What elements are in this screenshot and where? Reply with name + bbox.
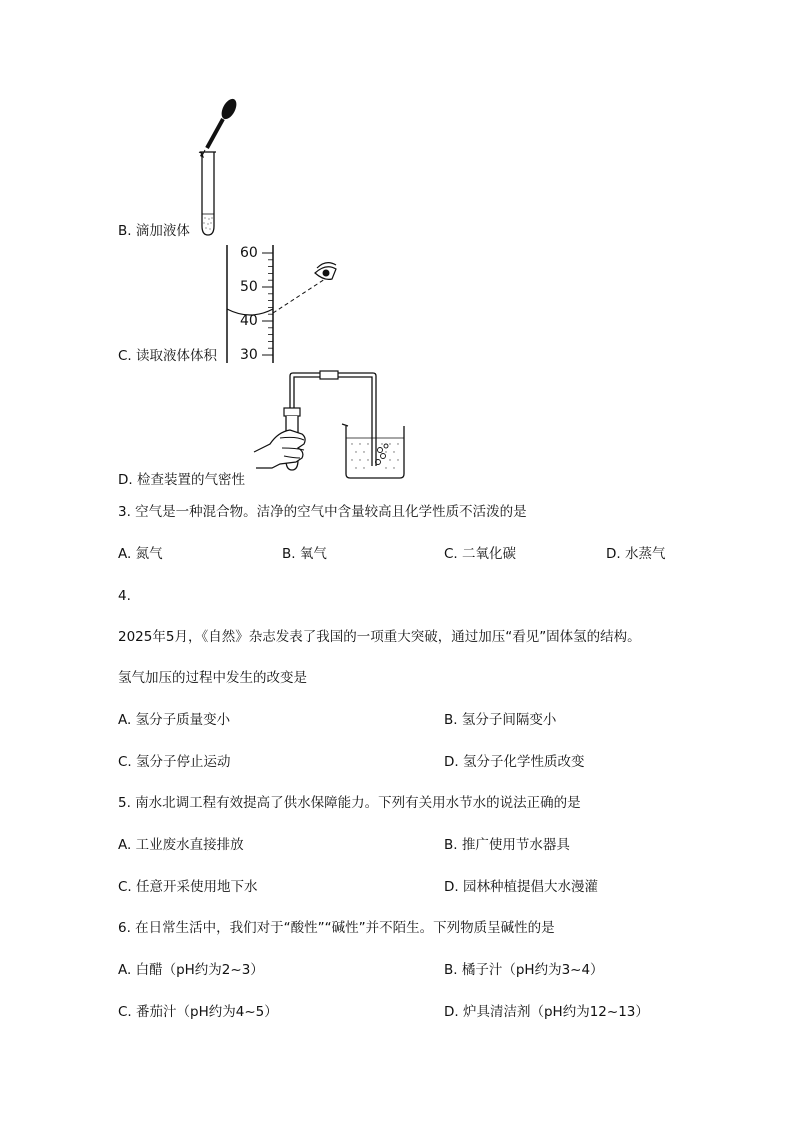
q4-option-b: B. 氢分子间隔变小 [444, 712, 557, 728]
cylinder-tick-60: 60 [240, 245, 258, 261]
q6-option-b: B. 橘子汁（pH约为3~4） [444, 962, 604, 978]
q4-option-d: D. 氢分子化学性质改变 [444, 754, 585, 770]
q4-option-a: A. 氢分子质量变小 [118, 712, 231, 728]
cylinder-tick-50: 50 [240, 279, 258, 295]
q6-option-c: C. 番茄汁（pH约为4~5） [118, 1004, 278, 1020]
q5-stem: 5. 南水北调工程有效提高了供水保障能力。下列有关用水节水的说法正确的是 [118, 795, 581, 811]
cylinder-tick-40: 40 [240, 313, 258, 329]
q3-option-d: D. 水蒸气 [606, 546, 666, 562]
q3-option-b: B. 氧气 [282, 546, 327, 562]
q5-option-d: D. 园林种植提倡大水漫灌 [444, 879, 598, 895]
q4-option-c: C. 氢分子停止运动 [118, 754, 231, 770]
q5-option-b: B. 推广使用节水器具 [444, 837, 570, 853]
q4-stem-line-1: 2025年5月，《自然》杂志发表了我国的一项重大突破，通过加压“看见”固体氢的结构。 [118, 629, 641, 645]
q6-option-d: D. 炉具清洁剂（pH约为12~13） [444, 1004, 649, 1020]
option-c-label: C. 读取液体体积 [118, 348, 218, 364]
dropper-test-tube-figure [190, 96, 250, 241]
q6-stem: 6. 在日常生活中，我们对于“酸性”“碱性”并不陌生。下列物质呈碱性的是 [118, 920, 555, 936]
q4-stem-line-2: 氢气加压的过程中发生的改变是 [118, 670, 307, 686]
q3-option-c: C. 二氧化碳 [444, 546, 517, 562]
option-b-label: B. 滴加液体 [118, 223, 190, 239]
option-d-label: D. 检查装置的气密性 [118, 472, 245, 488]
q3-option-a: A. 氮气 [118, 546, 163, 562]
q4-number: 4. [118, 588, 131, 604]
q5-option-c: C. 任意开采使用地下水 [118, 879, 258, 895]
cylinder-tick-30: 30 [240, 347, 258, 363]
q3-stem: 3. 空气是一种混合物。洁净的空气中含量较高且化学性质不活泼的是 [118, 504, 527, 520]
airtightness-apparatus-figure [250, 368, 410, 480]
q5-option-a: A. 工业废水直接排放 [118, 837, 244, 853]
q6-option-a: A. 白醋（pH约为2~3） [118, 962, 264, 978]
